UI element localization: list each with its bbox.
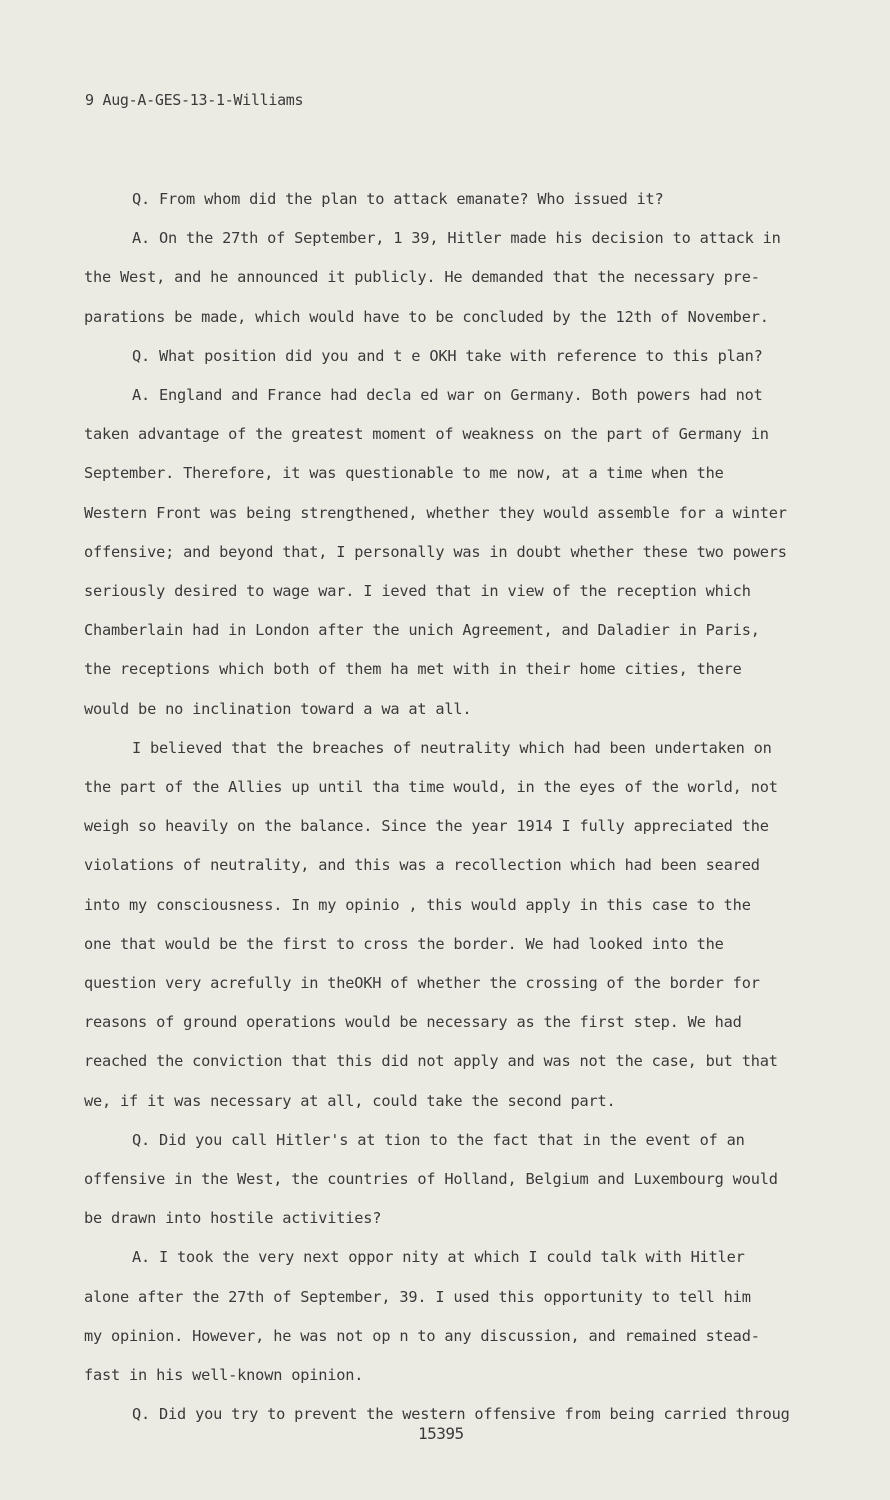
- text-line: weigh so heavily on the balance. Since the year 1914 I fully appreciated the: [84, 817, 769, 836]
- text-line: Q. Did you call Hitler's at tion to the fact that in the event of an: [132, 1130, 745, 1149]
- text-line: A. On the 27th of September, 1 39, Hitler made his decision to attack in: [132, 229, 781, 248]
- text-line: September. Therefore, it was questionable to me now, at a time when the: [84, 464, 724, 483]
- text-line: Q. What position did you and t e OKH take with reference to this plan?: [132, 346, 763, 365]
- text-line: reached the conviction that this did not apply and was not the case, but that: [84, 1052, 778, 1071]
- text-line: Chamberlain had in London after the unich Agreement, and Daladier in Paris,: [84, 621, 760, 640]
- document-header: 9 Aug-A-GES-13-1-Williams: [85, 91, 304, 109]
- text-line: my opinion. However, he was not op n to any discussion, and remained stead-: [84, 1326, 760, 1345]
- text-line: be drawn into hostile activities?: [84, 1209, 382, 1228]
- text-line: violations of neutrality, and this was a recollection which had been seared: [84, 856, 760, 875]
- text-line: alone after the 27th of September, 39. I used this opportunity to tell him: [84, 1287, 751, 1306]
- text-line: into my consciousness. In my opinio , this would apply in this case to the: [84, 895, 751, 914]
- text-line: we, if it was necessary at all, could take the second part.: [84, 1091, 616, 1110]
- text-line: A. England and France had decla ed war on Germany. Both powers had not: [132, 386, 763, 405]
- text-line: taken advantage of the greatest moment of weakness on the part of Germany in: [84, 425, 769, 444]
- text-line: reasons of ground operations would be necessary as the first step. We had: [84, 1013, 742, 1032]
- text-line: fast in his well-known opinion.: [84, 1366, 364, 1385]
- text-line: offensive in the West, the countries of Holland, Belgium and Luxembourg would: [84, 1170, 778, 1189]
- document-body: [84, 180, 844, 1435]
- text-line: would be no inclination toward a wa at all.: [84, 699, 472, 718]
- text-line: seriously desired to wage war. I ieved that in view of the reception which: [84, 582, 751, 601]
- text-line: the receptions which both of them ha met with in their home cities, there: [84, 660, 742, 679]
- text-line: Q. Did you try to prevent the western offensive from being carried throug: [132, 1405, 790, 1424]
- page-number: 15395: [418, 1424, 464, 1443]
- text-line: the part of the Allies up until tha time would, in the eyes of the world, not: [84, 778, 778, 797]
- text-line: offensive; and beyond that, I personally was in doubt whether these two powers: [84, 542, 787, 561]
- text-line: one that would be the first to cross the border. We had looked into the: [84, 934, 724, 953]
- text-line: parations be made, which would have to be concluded by the 12th of November.: [84, 307, 769, 326]
- text-line: the West, and he announced it publicly. He demanded that the necessary pre-: [84, 268, 760, 287]
- text-line: A. I took the very next oppor nity at which I could talk with Hitler: [132, 1248, 745, 1267]
- text-line: I believed that the breaches of neutrality which had been undertaken on: [132, 738, 772, 757]
- text-line: Western Front was being strengthened, whether they would assemble for a winter: [84, 503, 787, 522]
- text-line: question very acrefully in theOKH of whether the crossing of the border for: [84, 974, 760, 993]
- text-line: Q. From whom did the plan to attack emanate? Who issued it?: [132, 190, 664, 208]
